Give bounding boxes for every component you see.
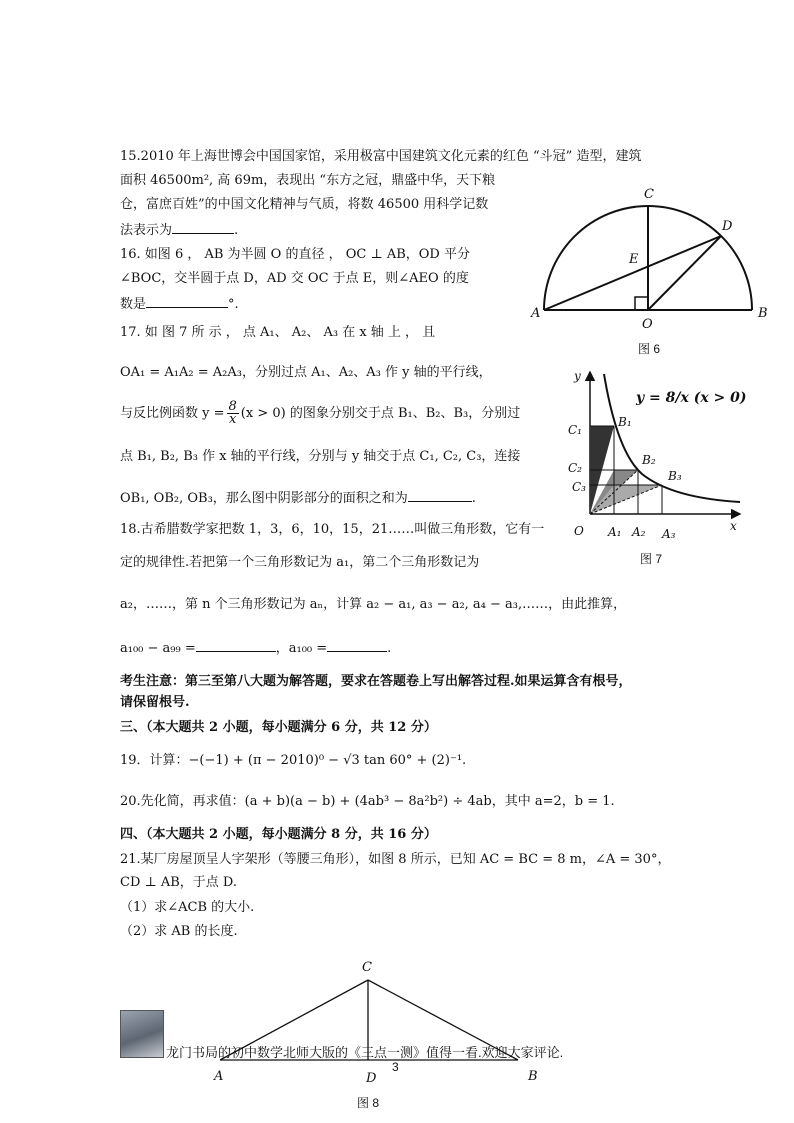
answer-blank — [196, 638, 276, 652]
label-c2: C₂ — [568, 461, 582, 475]
label-c: C — [362, 960, 372, 975]
q20: 20.先化简，再求值：(a + b)(a − b) + (4ab³ − 8a²b²) ÷ 4ab，其中 a=2，b = 1. — [120, 794, 615, 809]
figure-8 — [200, 955, 560, 1090]
label-x: x — [730, 519, 737, 533]
q18-text-b: ，a₁₀₀ = — [275, 641, 328, 656]
book-thumbnail — [120, 1010, 164, 1058]
q21-line1: 21.某厂房屋顶呈人字架形（等腰三角形），如图 8 所示，已知 AC = BC = 8 m，∠A = 30°， — [120, 852, 671, 867]
label-o: O — [574, 524, 584, 538]
function-label: y = 8/x (x > 0) — [636, 390, 747, 406]
right-angle-mark — [635, 297, 648, 310]
page-number: 3 — [392, 1060, 399, 1074]
answer-blank — [172, 220, 234, 234]
label-o: O — [642, 317, 653, 332]
q15-text: 法表示为 — [120, 223, 173, 238]
q15-line1: 15.2010 年上海世博会中国国家馆，采用极富中国建筑文化元素的红色 “斗冠” 造型，建筑 — [120, 149, 642, 164]
q17-line3 — [120, 400, 520, 428]
notice-line2: 请保留根号. — [120, 695, 190, 710]
label-b: B — [528, 1069, 538, 1084]
figure-6 — [528, 180, 774, 340]
fraction-denominator: x — [228, 412, 237, 427]
section3-title: 三、（本大题共 2 小题，每小题满分 6 分，共 12 分） — [120, 720, 437, 735]
fraction — [227, 401, 239, 426]
figure-7 — [562, 360, 752, 546]
q21-sub1: （1）求∠ACB 的大小. — [120, 900, 255, 915]
q17-text-a: 与反比例函数 y = — [120, 406, 225, 421]
label-a3: A₃ — [662, 527, 676, 541]
q16-degree: °. — [228, 297, 239, 312]
segment-od — [648, 236, 721, 310]
section4-title: 四、（本大题共 2 小题，每小题满分 8 分，共 16 分） — [120, 827, 437, 842]
q17-end: . — [471, 491, 476, 506]
label-e: E — [629, 252, 639, 267]
label-a: A — [214, 1069, 224, 1084]
segment-ad — [544, 236, 721, 310]
q17-text-b: (x > 0) 的图象分别交于点 B₁、B₂、B₃，分别过 — [240, 406, 521, 421]
label-b2: B₂ — [642, 453, 656, 467]
q18-line3: a₂，……，第 n 个三角形数记为 aₙ，计算 a₂ − a₁, a₃ − a₂, a₄ − a₃,……，由此推算， — [120, 597, 627, 612]
q18-line4 — [120, 638, 391, 658]
q16-line1: 16. 如图 6 ， AB 为半圆 O 的直径 ， OC ⊥ AB，OD 平分 — [120, 247, 470, 262]
label-d: D — [366, 1071, 377, 1086]
label-b: B — [758, 306, 768, 321]
label-b1: B₁ — [618, 415, 632, 429]
q16-text: 数是 — [120, 297, 147, 312]
q16-line3 — [120, 294, 239, 314]
answer-blank — [408, 488, 472, 502]
answer-blank — [327, 638, 387, 652]
q18-text-a: a₁₀₀ − a₉₉ = — [120, 641, 196, 656]
q18-line2: 定的规律性.若把第一个三角形数记为 a₁，第二个三角形数记为 — [120, 555, 480, 570]
q17-line1: 17. 如 图 7 所 示 ， 点 A₁、 A₂、 A₃ 在 x 轴 上 ， 且 — [120, 325, 436, 340]
label-d: D — [722, 219, 733, 234]
q16-line2: ∠BOC，交半圆于点 D，AD 交 OC 于点 E，则∠AEO 的度 — [120, 271, 469, 286]
label-c3: C₃ — [572, 480, 586, 494]
label-a1: A₁ — [608, 525, 622, 539]
figure-8-caption: 图 8 — [357, 1096, 380, 1110]
q17-line2: OA₁ = A₁A₂ = A₂A₃，分别过点 A₁、A₂、A₃ 作 y 轴的平行线， — [120, 365, 492, 380]
notice-line1: 考生注意：第三至第八大题为解答题，要求在答题卷上写出解答过程.如果运算含有根号， — [120, 674, 632, 689]
label-c1: C₁ — [568, 423, 582, 437]
q21-sub2: （2）求 AB 的长度. — [120, 924, 238, 939]
q18-line1: 18.古希腊数学家把数 1，3，6，10，15，21……叫做三角形数，它有一 — [120, 522, 545, 537]
q19: 19．计算：−(−1) + (π − 2010)⁰ − √3 tan 60° + (2)⁻¹. — [120, 753, 467, 768]
q21-line2: CD ⊥ AB，于点 D. — [120, 875, 238, 890]
q17-line5 — [120, 488, 476, 508]
q17-line4: 点 B₁, B₂, B₃ 作 x 轴的平行线，分别与 y 轴交于点 C₁, C₂, C₃，连接 — [120, 449, 521, 464]
label-b3: B₃ — [668, 469, 682, 483]
figure-6-caption: 图 6 — [638, 342, 661, 356]
figure-7-caption: 图 7 — [640, 552, 663, 566]
q18-end: . — [387, 641, 392, 656]
answer-blank — [146, 294, 228, 308]
label-c: C — [644, 187, 654, 202]
q15-line4: 法表示为 . — [120, 220, 238, 240]
q15-line2: 面积 46500m², 高 69m，表现出 “东方之冠，鼎盛中华，天下粮 — [120, 173, 496, 188]
q15-line3: 仓，富庶百姓”的中国文化精神与气质，将数 46500 用科学记数 — [120, 197, 489, 212]
footer-text: 龙门书局的初中数学北师大版的《三点一测》值得一看.欢迎大家评论. — [166, 1045, 564, 1060]
label-a2: A₂ — [632, 525, 646, 539]
label-y: y — [574, 369, 581, 383]
fraction-numerator: 8 — [228, 399, 237, 414]
q17-text: OB₁, OB₂, OB₃，那么图中阴影部分的面积之和为 — [120, 491, 408, 506]
label-a: A — [531, 306, 541, 321]
